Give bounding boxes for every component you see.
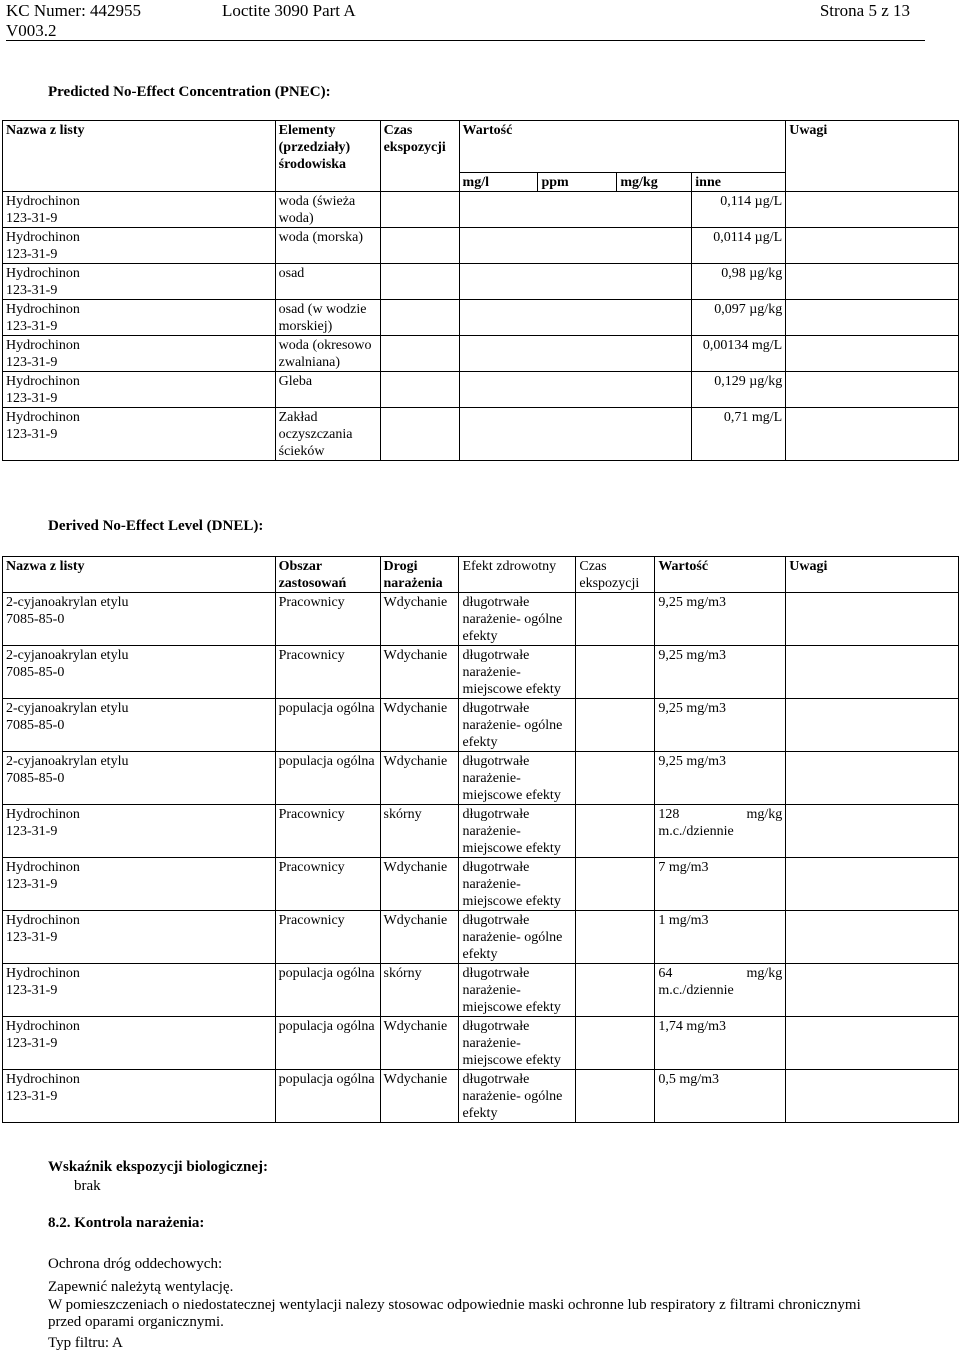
dnel-header-row [3,557,959,593]
dnel-effect: długotrwałe narażenie- ogólne efekty [459,1070,576,1123]
version: V003.2 [6,21,57,40]
sub-mgl: mg/l [459,173,538,192]
dnel-substance: 2-cyjanoakrylan etylu 7085-85-0 [3,593,276,646]
pnec-value: 0,98 µg/kg [692,264,786,300]
pnec-time [380,336,459,372]
dnel-notes [786,964,959,1017]
pnec-substance: Hydrochinon 123-31-9 [3,228,276,264]
dnel-route: Wdychanie [380,1017,459,1070]
dnel-col-effect: Efekt zdrowotny [459,557,576,593]
dnel-value: 1,74 mg/m3 [655,1017,786,1070]
dnel-row [3,1070,959,1123]
header-divider [6,40,925,41]
dnel-value: 9,25 mg/m3 [655,752,786,805]
dnel-value: 9,25 mg/m3 [655,646,786,699]
pnec-row [3,336,959,372]
dnel-area: populacja ogólna [275,1017,380,1070]
dnel-notes [786,858,959,911]
dnel-substance: Hydrochinon 123-31-9 [3,805,276,858]
dnel-effect: długotrwałe narażenie- miejscowe efekty [459,858,576,911]
dnel-row [3,805,959,858]
resp-line1: Zapewnić należytą wentylację. [48,1279,234,1295]
pnec-notes [786,300,959,336]
dnel-time [576,964,655,1017]
dnel-time [576,1017,655,1070]
dnel-effect: długotrwałe narażenie- ogólne efekty [459,911,576,964]
pnec-time [380,192,459,228]
dnel-value: 9,25 mg/m3 [655,593,786,646]
resp-title: Ochrona dróg oddechowych: [48,1256,223,1272]
dnel-substance: Hydrochinon 123-31-9 [3,858,276,911]
pnec-row [3,408,959,461]
dnel-time [576,1070,655,1123]
dnel-route: Wdychanie [380,858,459,911]
pnec-value: 0,0114 µg/L [692,228,786,264]
pnec-value-empty [459,300,692,336]
dnel-area: Pracownicy [275,646,380,699]
pnec-time [380,300,459,336]
dnel-area: Pracownicy [275,805,380,858]
pnec-value-empty [459,408,692,461]
pnec-environment: osad (w wodzie morskiej) [275,300,380,336]
dnel-route: Wdychanie [380,911,459,964]
pnec-environment: Zakład oczyszczania ścieków [275,408,380,461]
pnec-substance: Hydrochinon 123-31-9 [3,192,276,228]
dnel-route: Wdychanie [380,593,459,646]
dnel-time [576,805,655,858]
resp-line2: W pomieszczeniach o niedostatecznej wentylacji nalezy stosowac odpowiednie maski ochronne lub respiratory z filtrami chronicznymi przed oparami organicznymi. [48,1297,861,1330]
dnel-notes [786,805,959,858]
dnel-title: Derived No-Effect Level (DNEL): [48,518,264,534]
sub-ppm: ppm [538,173,617,192]
dnel-col-value: Wartość [655,557,786,593]
dnel-value: 128 mg/kg m.c./dziennie [655,805,786,858]
pnec-value-empty [459,336,692,372]
pnec-notes [786,408,959,461]
bio-title: Wskaźnik ekspozycji biologicznej: [48,1159,268,1175]
dnel-area: populacja ogólna [275,699,380,752]
dnel-col-time: Czas ekspozycji [576,557,655,593]
dnel-row [3,699,959,752]
dnel-area: populacja ogólna [275,1070,380,1123]
dnel-area: Pracownicy [275,593,380,646]
dnel-notes [786,752,959,805]
pnec-environment: woda (morska) [275,228,380,264]
pnec-notes [786,372,959,408]
dnel-notes [786,646,959,699]
dnel-row [3,1017,959,1070]
pnec-environment: Gleba [275,372,380,408]
dnel-effect: długotrwałe narażenie- miejscowe efekty [459,805,576,858]
dnel-substance: Hydrochinon 123-31-9 [3,1070,276,1123]
dnel-effect: długotrwałe narażenie- miejscowe efekty [459,964,576,1017]
sub-mgkg: mg/kg [617,173,692,192]
dnel-col-name: Nazwa z listy [3,557,276,593]
pnec-time [380,228,459,264]
pnec-title: Predicted No-Effect Concentration (PNEC): [48,84,331,100]
dnel-row [3,858,959,911]
pnec-substance: Hydrochinon 123-31-9 [3,264,276,300]
dnel-time [576,699,655,752]
dnel-table [2,556,959,1123]
dnel-value: 9,25 mg/m3 [655,699,786,752]
dnel-value: 7 mg/m3 [655,858,786,911]
pnec-value-empty [459,264,692,300]
dnel-row [3,752,959,805]
dnel-col-route: Drogi narażenia [380,557,459,593]
kc-number: KC Numer: 442955 [6,1,142,20]
pnec-value-empty [459,372,692,408]
dnel-col-area: Obszar zastosowań [275,557,380,593]
dnel-notes [786,1070,959,1123]
pnec-environment: osad [275,264,380,300]
pnec-environment: woda (okresowo zwalniana) [275,336,380,372]
dnel-effect: długotrwałe narażenie- ogólne efekty [459,593,576,646]
pnec-substance: Hydrochinon 123-31-9 [3,336,276,372]
dnel-notes [786,593,959,646]
dnel-substance: Hydrochinon 123-31-9 [3,964,276,1017]
pnec-notes [786,228,959,264]
dnel-area: populacja ogólna [275,964,380,1017]
dnel-notes [786,911,959,964]
col-elements-header: Elementy (przedziały) środowiska [275,121,380,192]
dnel-route: Wdychanie [380,752,459,805]
dnel-notes [786,699,959,752]
dnel-notes [786,1017,959,1070]
pnec-notes [786,264,959,300]
pnec-notes [786,192,959,228]
pnec-value: 0,129 µg/kg [692,372,786,408]
dnel-area: Pracownicy [275,858,380,911]
pnec-notes [786,336,959,372]
pnec-row [3,264,959,300]
pnec-row [3,192,959,228]
dnel-value: 0,5 mg/m3 [655,1070,786,1123]
pnec-environment: woda (świeża woda) [275,192,380,228]
pnec-substance: Hydrochinon 123-31-9 [3,300,276,336]
pnec-time [380,264,459,300]
dnel-row [3,911,959,964]
dnel-area: Pracownicy [275,911,380,964]
dnel-row [3,593,959,646]
dnel-substance: Hydrochinon 123-31-9 [3,911,276,964]
pnec-table [2,120,959,461]
dnel-route: skórny [380,964,459,1017]
dnel-route: Wdychanie [380,699,459,752]
col-notes-header: Uwagi [786,121,959,192]
dnel-effect: długotrwałe narażenie- miejscowe efekty [459,752,576,805]
pnec-value: 0,097 µg/kg [692,300,786,336]
pnec-value: 0,00134 mg/L [692,336,786,372]
pnec-header-row [3,121,959,173]
dnel-effect: długotrwałe narażenie- ogólne efekty [459,699,576,752]
dnel-time [576,858,655,911]
dnel-area: populacja ogólna [275,752,380,805]
pnec-time [380,372,459,408]
pnec-value: 0,71 mg/L [692,408,786,461]
resp-line3: Typ filtru: A [48,1335,123,1351]
dnel-route: Wdychanie [380,646,459,699]
dnel-time [576,646,655,699]
dnel-substance: 2-cyjanoakrylan etylu 7085-85-0 [3,646,276,699]
col-time-header: Czas ekspozycji [380,121,459,192]
bio-value: brak [74,1178,101,1194]
dnel-time [576,593,655,646]
pnec-row [3,228,959,264]
sub-other: inne [692,173,786,192]
col-value-header: Wartość [459,121,786,173]
dnel-value: 64 mg/kg m.c./dziennie [655,964,786,1017]
dnel-value: 1 mg/m3 [655,911,786,964]
dnel-effect: długotrwałe narażenie- miejscowe efekty [459,646,576,699]
dnel-time [576,911,655,964]
pnec-substance: Hydrochinon 123-31-9 [3,408,276,461]
pnec-row [3,300,959,336]
dnel-route: Wdychanie [380,1070,459,1123]
dnel-substance: Hydrochinon 123-31-9 [3,1017,276,1070]
page-number: Strona 5 z 13 [819,1,910,20]
control-title: 8.2. Kontrola narażenia: [48,1215,205,1231]
pnec-row [3,372,959,408]
dnel-substance: 2-cyjanoakrylan etylu 7085-85-0 [3,752,276,805]
dnel-effect: długotrwałe narażenie- miejscowe efekty [459,1017,576,1070]
dnel-row [3,646,959,699]
dnel-row [3,964,959,1017]
pnec-value-empty [459,192,692,228]
pnec-value-empty [459,228,692,264]
dnel-substance: 2-cyjanoakrylan etylu 7085-85-0 [3,699,276,752]
dnel-time [576,752,655,805]
col-name-header: Nazwa z listy [3,121,276,192]
pnec-substance: Hydrochinon 123-31-9 [3,372,276,408]
pnec-time [380,408,459,461]
pnec-value: 0,114 µg/L [692,192,786,228]
dnel-col-notes: Uwagi [786,557,959,593]
dnel-route: skórny [380,805,459,858]
product-name: Loctite 3090 Part A [222,1,356,20]
